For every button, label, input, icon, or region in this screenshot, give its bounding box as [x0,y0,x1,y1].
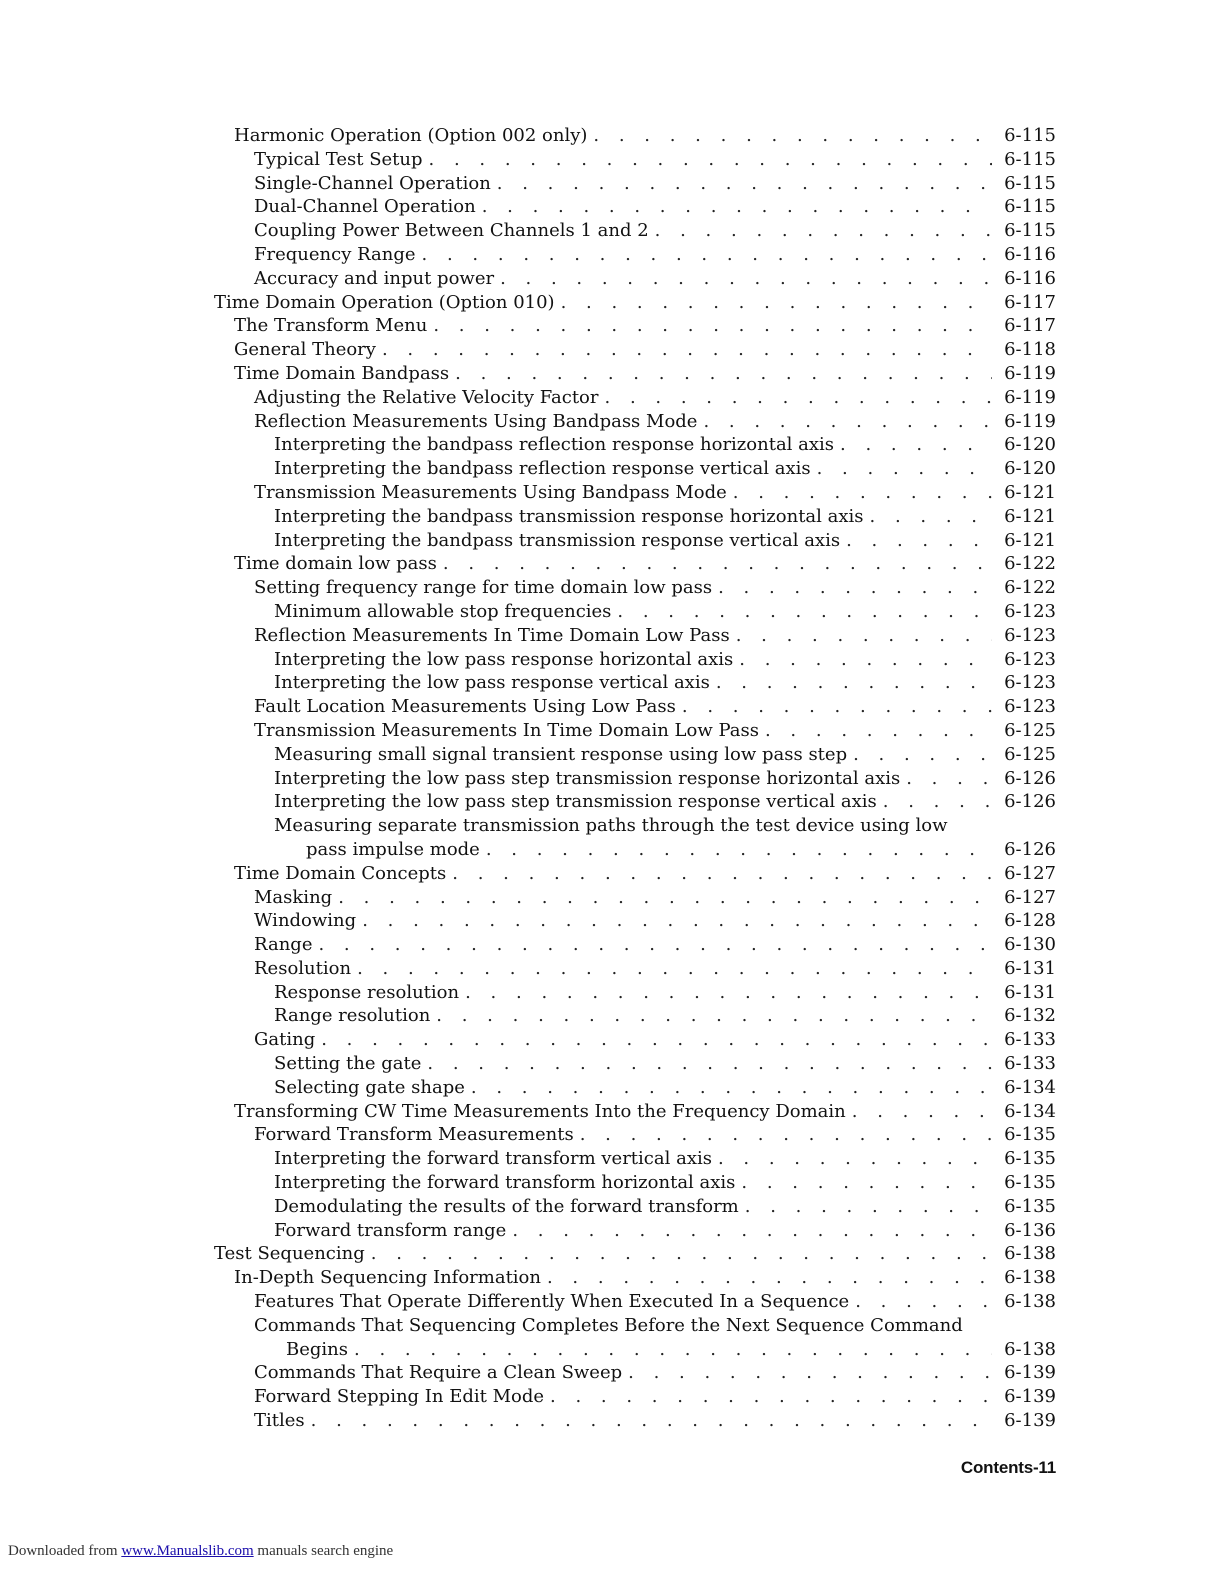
toc-entry-title: Windowing [254,910,357,932]
toc-entry[interactable] [214,1314,1056,1338]
toc-entry-page: 6-115 [1004,172,1056,194]
toc-entry-page: 6-126 [1004,791,1056,813]
toc-entry-page: 6-136 [1004,1219,1056,1241]
toc-entry-page: 6-133 [1004,1029,1056,1051]
dot-leader [422,243,992,267]
toc-entry[interactable] [214,314,1056,338]
toc-entry[interactable] [214,909,1056,933]
toc-entry-page: 6-130 [1004,934,1056,956]
toc-entry[interactable] [214,243,1056,267]
dot-leader [883,790,992,814]
toc-entry-page: 6-132 [1004,1005,1056,1027]
dot-leader [593,124,992,148]
dot-leader [465,981,992,1005]
toc-entry[interactable] [214,957,1056,981]
dot-leader [733,481,992,505]
toc-entry-title: Forward Stepping In Edit Mode [254,1386,545,1408]
toc-entry-page: 6-121 [1004,505,1056,527]
toc-entry[interactable] [214,267,1056,291]
toc-entry-title: Gating [254,1029,316,1051]
dot-leader [703,410,992,434]
toc-entry-title: Measuring separate transmission paths through the test device using low [274,815,948,837]
toc-entry-title: Interpreting the bandpass transmission response horizontal axis [274,505,864,527]
toc-entry[interactable] [214,362,1056,386]
toc-entry[interactable] [214,624,1056,648]
toc-entry-title: Setting frequency range for time domain low pass [254,577,713,599]
toc-entry-title: Accuracy and input power [254,267,495,289]
toc-entry[interactable] [214,671,1056,695]
table-of-contents [214,124,1056,1433]
dot-leader [443,552,992,576]
toc-entry-page: 6-131 [1004,957,1056,979]
dot-leader [429,148,992,172]
toc-entry-title: Commands That Require a Clean Sweep [254,1362,623,1384]
dot-leader [906,767,992,791]
dot-leader [682,695,992,719]
toc-entry-continuation[interactable] [214,838,1056,862]
toc-entry[interactable] [214,695,1056,719]
toc-entry-title: Time domain low pass [234,553,437,575]
toc-entry[interactable] [214,148,1056,172]
toc-entry[interactable] [214,219,1056,243]
toc-entry-title: Frequency Range [254,243,416,265]
toc-entry[interactable] [214,719,1056,743]
toc-entry-page: 6-115 [1004,148,1056,170]
toc-entry-page: 6-125 [1004,719,1056,741]
toc-entry-page: 6-135 [1004,1195,1056,1217]
toc-entry[interactable] [214,814,1056,838]
download-suffix: manuals search engine [257,1543,394,1559]
dot-leader [357,957,992,981]
download-bar [8,1543,393,1560]
toc-entry[interactable] [214,1219,1056,1243]
dot-leader [433,314,992,338]
page-number: Contents-11 [960,1458,1056,1477]
toc-entry[interactable] [214,648,1056,672]
toc-entry-page: 6-126 [1004,838,1056,860]
dot-leader [311,1409,992,1433]
toc-entry-title: Resolution [254,957,352,979]
toc-entry-title: Interpreting the low pass response horizontal axis [274,648,734,670]
toc-entry-title: Range [254,934,313,956]
toc-entry-title: Interpreting the low pass step transmission response horizontal axis [274,767,901,789]
toc-entry-title: Interpreting the forward transform horizontal axis [274,1172,736,1194]
toc-entry-title: Time Domain Operation (Option 010) [214,291,555,313]
toc-entry-title-continuation: Begins [286,1338,348,1360]
dot-leader [455,362,992,386]
toc-entry-page: 6-119 [1004,362,1056,384]
toc-entry-title: Features That Operate Differently When Executed In a Sequence [254,1291,850,1313]
toc-entry-title: Time Domain Concepts [234,862,447,884]
toc-entry-page: 6-123 [1004,624,1056,646]
toc-entry-page: 6-122 [1004,577,1056,599]
dot-leader [853,743,992,767]
toc-entry-page: 6-120 [1004,458,1056,480]
dot-leader [321,1028,992,1052]
toc-entry-title: Minimum allowable stop frequencies [274,600,612,622]
toc-entry-page: 6-126 [1004,767,1056,789]
dot-leader [655,219,992,243]
toc-entry[interactable] [214,457,1056,481]
toc-entry-title: Single-Channel Operation [254,172,491,194]
toc-entry[interactable] [214,552,1056,576]
toc-entry[interactable] [214,576,1056,600]
dot-leader [840,433,992,457]
dot-leader [512,1219,992,1243]
toc-entry-continuation[interactable] [214,1338,1056,1362]
dot-leader [482,195,992,219]
toc-entry[interactable] [214,1147,1056,1171]
toc-entry-title: Fault Location Measurements Using Low Pass [254,696,676,718]
dot-leader [817,457,992,481]
toc-entry[interactable] [214,1242,1056,1266]
dot-leader [436,1004,992,1028]
toc-entry-page: 6-138 [1004,1243,1056,1265]
toc-entry-title: Coupling Power Between Channels 1 and 2 [254,220,649,242]
toc-entry-page: 6-115 [1004,125,1056,146]
toc-entry[interactable] [214,862,1056,886]
toc-entry-page: 6-123 [1004,696,1056,718]
toc-entry-title: Transmission Measurements Using Bandpass Mode [254,481,727,503]
toc-entry-title: The Transform Menu [234,315,428,337]
toc-entry-title: Forward Transform Measurements [254,1124,574,1146]
dot-leader [855,1290,992,1314]
dot-leader [318,933,992,957]
dot-leader [452,862,992,886]
toc-entry-title: Transmission Measurements In Time Domain Low Pass [254,719,759,741]
toc-entry[interactable] [214,743,1056,767]
toc-entry-page: 6-116 [1004,243,1056,265]
toc-entry-title: Masking [254,886,333,908]
toc-entry-title: Interpreting the low pass response vertical axis [274,672,710,694]
toc-entry[interactable] [214,481,1056,505]
toc-entry[interactable] [214,600,1056,624]
toc-entry-page: 6-123 [1004,600,1056,622]
toc-entry-page: 6-116 [1004,267,1056,289]
toc-entry-page: 6-119 [1004,410,1056,432]
toc-entry-page: 6-135 [1004,1124,1056,1146]
dot-leader [718,576,992,600]
dot-leader [617,600,992,624]
dot-leader [338,886,992,910]
toc-entry-page: 6-115 [1004,196,1056,218]
toc-entry[interactable] [214,195,1056,219]
toc-entry-title: Test Sequencing [214,1243,365,1265]
toc-entry-page: 6-121 [1004,481,1056,503]
toc-entry[interactable] [214,790,1056,814]
toc-entry-page: 6-117 [1004,291,1056,313]
toc-entry[interactable] [214,529,1056,553]
toc-entry[interactable] [214,933,1056,957]
toc-entry-title: Range resolution [274,1005,431,1027]
toc-entry[interactable] [214,1028,1056,1052]
toc-entry[interactable] [214,1171,1056,1195]
toc-entry[interactable] [214,981,1056,1005]
toc-entry-page: 6-127 [1004,886,1056,908]
toc-entry-page: 6-123 [1004,672,1056,694]
toc-entry-page: 6-135 [1004,1148,1056,1170]
toc-entry-title: Titles [254,1410,305,1432]
toc-entry-title: Typical Test Setup [254,148,423,170]
toc-entry-title: Interpreting the low pass step transmission response vertical axis [274,791,877,813]
manualslib-link[interactable]: www.Manualslib.com [121,1543,254,1559]
toc-entry-title: Measuring small signal transient response using low pass step [274,743,848,765]
dot-leader [741,1171,992,1195]
toc-entry-title: Demodulating the results of the forward transform [274,1195,739,1217]
toc-entry[interactable] [214,1052,1056,1076]
toc-entry[interactable] [214,433,1056,457]
toc-entry-page: 6-117 [1004,315,1056,337]
dot-leader [852,1100,992,1124]
dot-leader [371,1242,992,1266]
toc-entry-title: Interpreting the forward transform vertical axis [274,1148,712,1170]
toc-entry[interactable] [214,1100,1056,1124]
toc-entry-page: 6-128 [1004,910,1056,932]
toc-entry[interactable] [214,338,1056,362]
toc-entry-page: 6-122 [1004,553,1056,575]
dot-leader [628,1361,992,1385]
toc-entry-page: 6-139 [1004,1410,1056,1432]
toc-entry-page: 6-120 [1004,434,1056,456]
toc-entry-title: Adjusting the Relative Velocity Factor [254,386,599,408]
toc-entry-page: 6-131 [1004,981,1056,1003]
toc-entry[interactable] [214,172,1056,196]
toc-entry-title: Reflection Measurements In Time Domain Low Pass [254,624,730,646]
toc-entry-page: 6-138 [1004,1267,1056,1289]
toc-entry-page: 6-138 [1004,1291,1056,1313]
toc-entry-title: Harmonic Operation (Option 002 only) [234,125,588,146]
download-prefix: Downloaded from [8,1543,118,1559]
toc-entry-title: Interpreting the bandpass reflection response vertical axis [274,458,811,480]
toc-entry[interactable] [214,1361,1056,1385]
dot-leader [471,1076,992,1100]
toc-entry-page: 6-118 [1004,339,1056,361]
toc-entry-page: 6-125 [1004,743,1056,765]
toc-entry-title: Interpreting the bandpass reflection response horizontal axis [274,434,835,456]
dot-leader [547,1266,992,1290]
dot-leader [718,1147,992,1171]
toc-entry-title: Interpreting the bandpass transmission response vertical axis [274,529,841,551]
dot-leader [362,909,992,933]
toc-entry-page: 6-139 [1004,1362,1056,1384]
dot-leader [716,671,992,695]
toc-entry-page: 6-135 [1004,1172,1056,1194]
toc-entry-title: General Theory [234,339,376,361]
toc-entry-title: Forward transform range [274,1219,507,1241]
toc-entry-page: 6-123 [1004,648,1056,670]
toc-entry[interactable] [214,1123,1056,1147]
toc-entry[interactable] [214,886,1056,910]
toc-entry-title-continuation: pass impulse mode [306,838,480,860]
dot-leader [605,386,993,410]
dot-leader [736,624,992,648]
dot-leader [500,267,992,291]
toc-entry-title: Commands That Sequencing Completes Before the Next Sequence Command [254,1314,963,1336]
toc-entry-page: 6-121 [1004,529,1056,551]
toc-entry[interactable] [214,1076,1056,1100]
toc-entry-page: 6-134 [1004,1076,1056,1098]
toc-entry[interactable] [214,410,1056,434]
dot-leader [846,529,992,553]
toc-entry[interactable] [214,1266,1056,1290]
toc-entry-title: Transforming CW Time Measurements Into the Frequency Domain [234,1100,846,1122]
dot-leader [550,1385,992,1409]
toc-entry-title: Response resolution [274,981,460,1003]
toc-entry-title: Setting the gate [274,1053,422,1075]
toc-entry[interactable] [214,1409,1056,1433]
toc-entry-title: Dual-Channel Operation [254,196,476,218]
dot-leader [486,838,992,862]
dot-leader [497,172,992,196]
toc-entry-page: 6-138 [1004,1338,1056,1360]
dot-leader [427,1052,992,1076]
toc-entry[interactable] [214,124,1056,148]
toc-entry-page: 6-133 [1004,1053,1056,1075]
toc-entry-page: 6-127 [1004,862,1056,884]
dot-leader [745,1195,992,1219]
dot-leader [354,1338,992,1362]
toc-entry[interactable] [214,1290,1056,1314]
dot-leader [382,338,992,362]
toc-entry[interactable] [214,1195,1056,1219]
dot-leader [870,505,992,529]
toc-entry[interactable] [214,386,1056,410]
toc-entry-title: Reflection Measurements Using Bandpass Mode [254,410,698,432]
dot-leader [561,291,992,315]
toc-entry[interactable] [214,767,1056,791]
toc-entry-title: In-Depth Sequencing Information [234,1267,541,1289]
toc-entry-page: 6-119 [1004,386,1056,408]
toc-entry-page: 6-115 [1004,220,1056,242]
toc-entry[interactable] [214,505,1056,529]
dot-leader [580,1123,992,1147]
toc-entry-title: Selecting gate shape [274,1076,465,1098]
toc-entry-page: 6-134 [1004,1100,1056,1122]
toc-entry[interactable] [214,1004,1056,1028]
toc-entry[interactable] [214,291,1056,315]
toc-entry-title: Time Domain Bandpass [234,362,450,384]
toc-entry[interactable] [214,1385,1056,1409]
dot-leader [739,648,992,672]
toc-entry-page: 6-139 [1004,1386,1056,1408]
dot-leader [765,719,992,743]
